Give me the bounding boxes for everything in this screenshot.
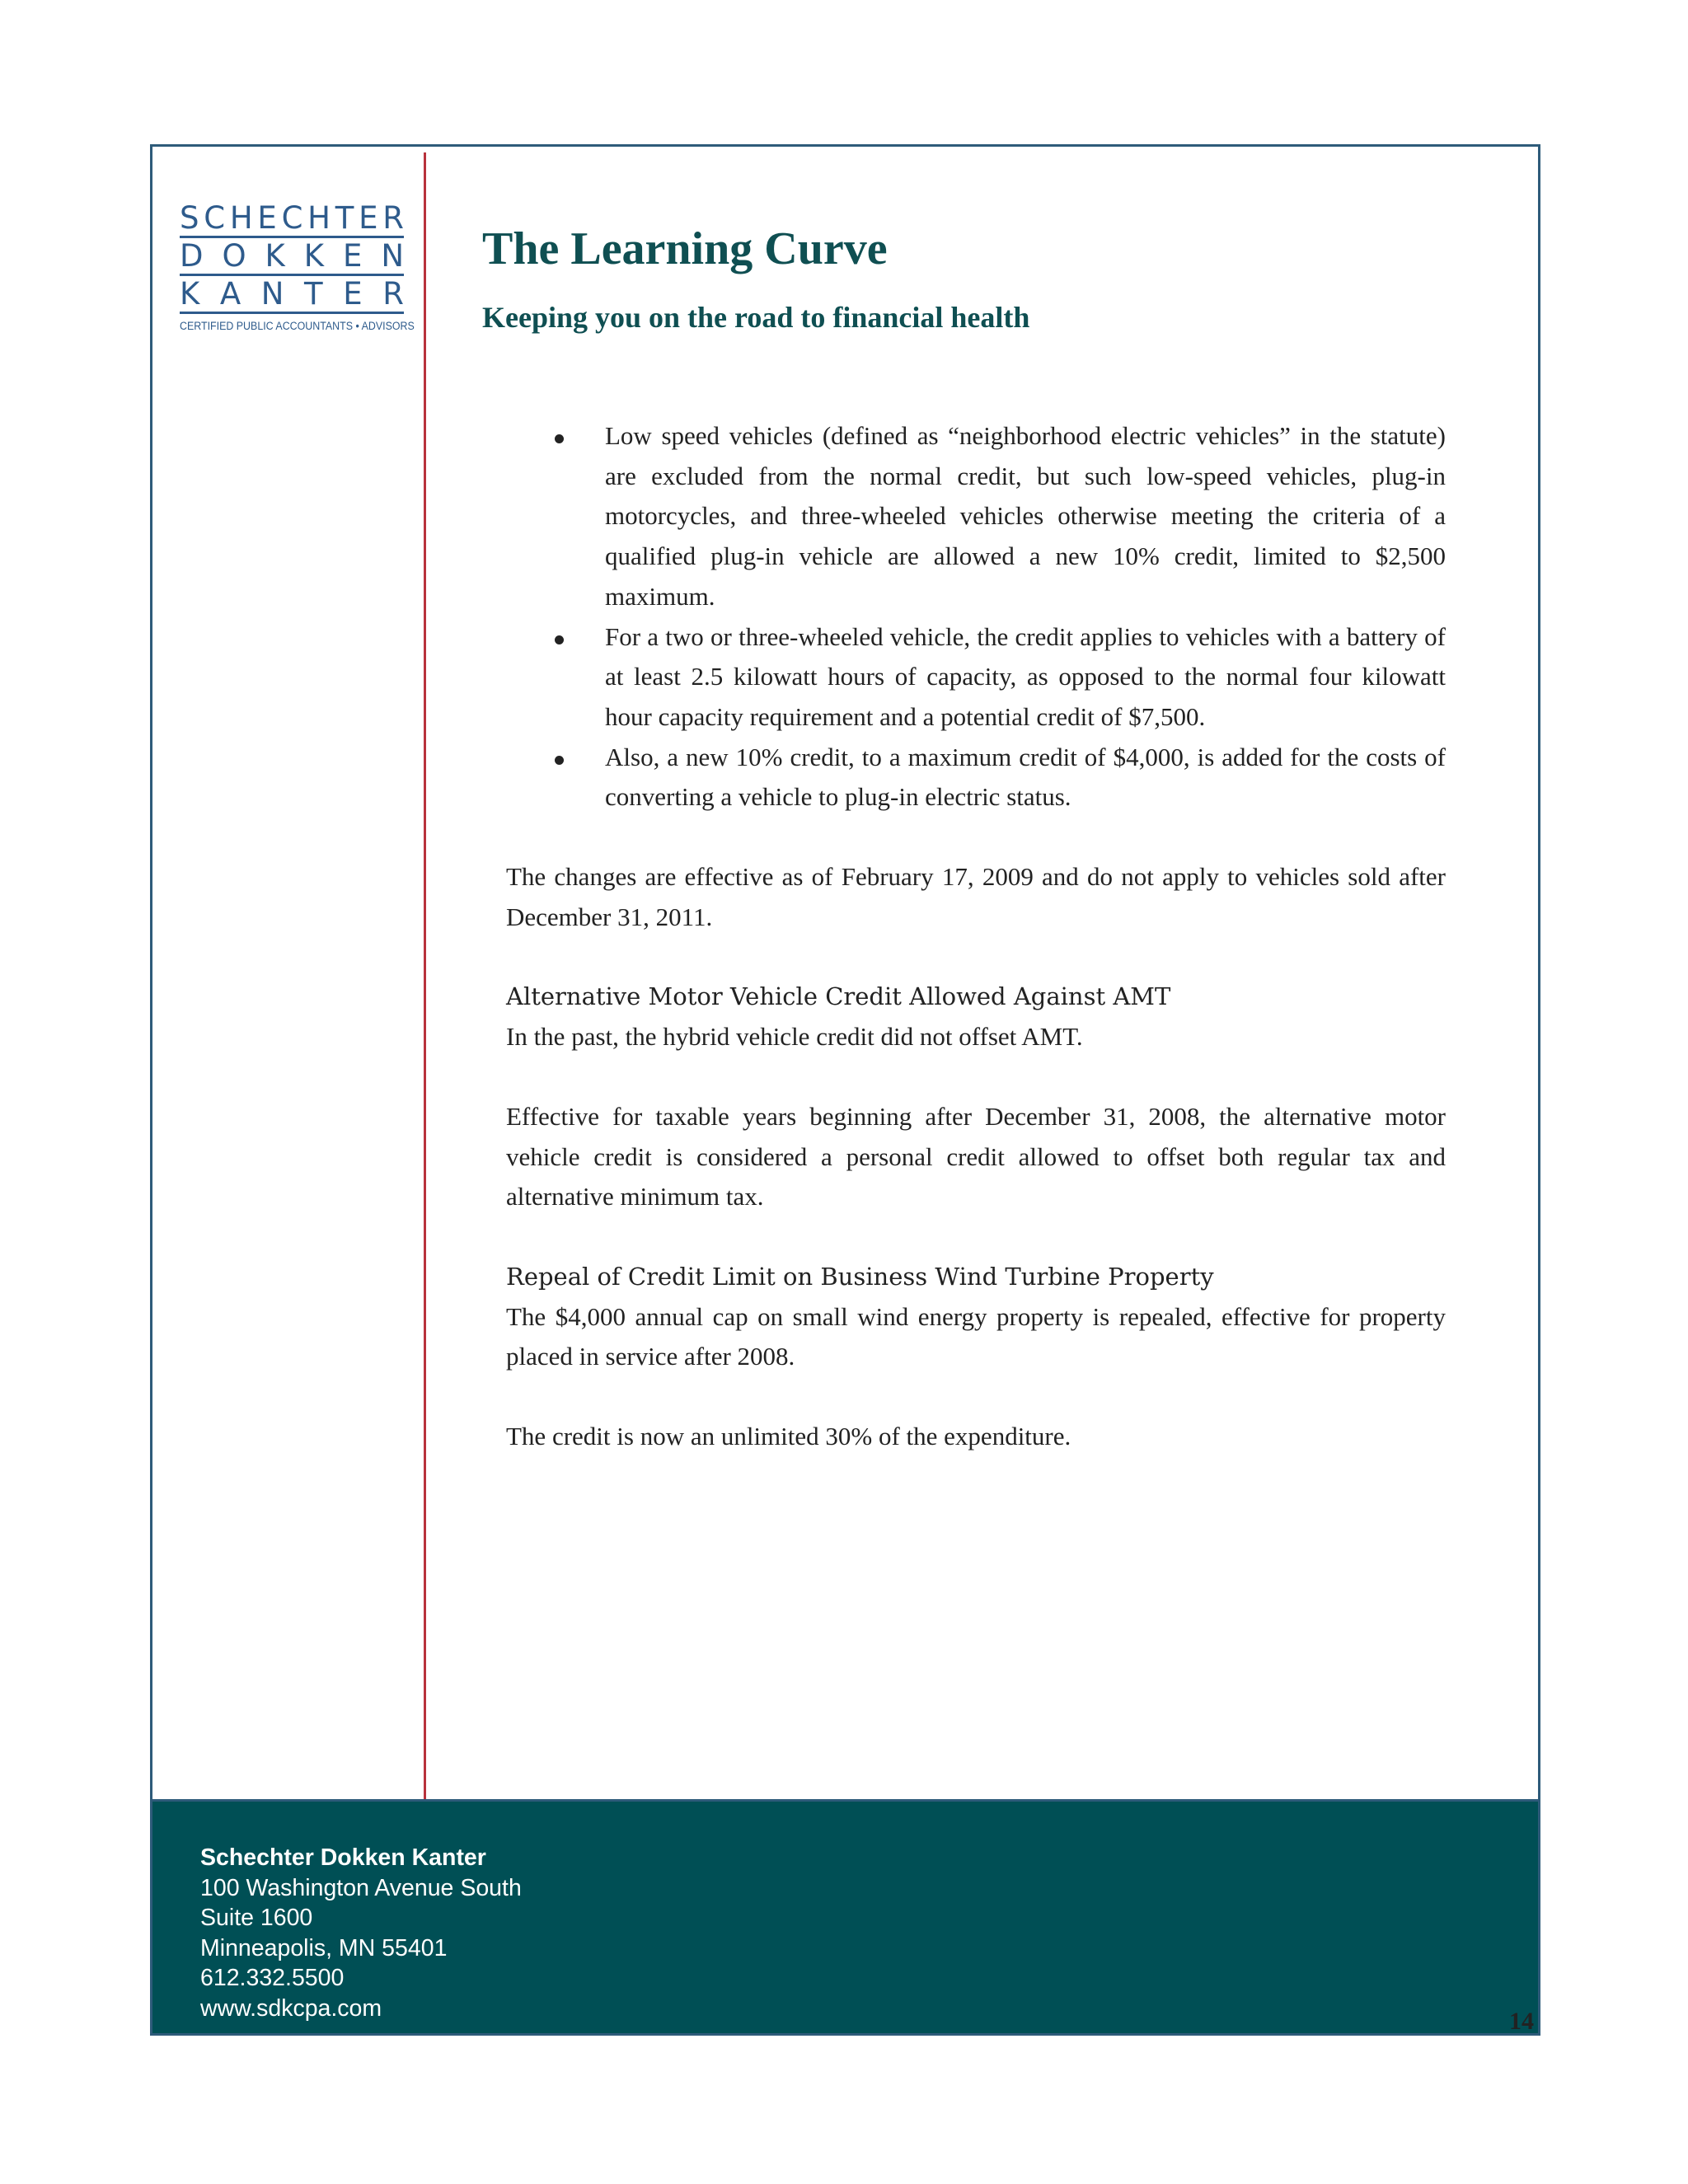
list-item [506, 738, 1446, 818]
logo-letter: H [229, 200, 253, 236]
logo-line-1 [180, 202, 404, 235]
logo-letter: N [381, 238, 404, 274]
spacer [506, 1217, 1446, 1257]
logo-tagline: CERTIFIED PUBLIC ACCOUNTANTS • ADVISORS [180, 320, 415, 332]
footer [150, 1799, 1540, 2036]
logo-letter: S [180, 200, 199, 236]
list-item [506, 416, 1446, 617]
logo-line-3 [180, 278, 404, 311]
page-number: 14 [1509, 2008, 1534, 2035]
logo-letter: E [359, 200, 378, 236]
bullet-list [506, 416, 1446, 818]
list-item [506, 617, 1446, 738]
footer-phone: 612.332.5500 [200, 1965, 345, 1991]
footer-address-block [200, 1843, 522, 2023]
effective-paragraph: The changes are effective as of February 17, 2009 and do not apply to vehicles sold after December 31, 2011. [506, 862, 1446, 931]
wind-heading: Repeal of Credit Limit on Business Wind Turbine Property [506, 1262, 1214, 1291]
logo-rule [180, 236, 404, 238]
wind-paragraph-1: The $4,000 annual cap on small wind energy property is repealed, effective for property placed in service after 2008. [506, 1301, 1446, 1371]
logo-rule [180, 274, 404, 276]
spacer [506, 937, 1446, 977]
logo-letter: K [180, 276, 200, 312]
logo-letter: O [222, 238, 246, 274]
logo-letter: T [304, 276, 323, 312]
logo-letter: C [204, 200, 226, 236]
logo-letter: E [257, 200, 277, 236]
logo-letter: T [335, 200, 354, 236]
footer-company-name: Schechter Dokken Kanter [200, 1844, 486, 1871]
footer-address-line-1: 100 Washington Avenue South [200, 1874, 522, 1901]
logo-letter: E [343, 276, 363, 312]
logo-letter: A [219, 276, 241, 312]
logo-letter: K [265, 238, 285, 274]
bullet-text: Also, a new 10% credit, to a maximum credit of $4,000, is added for the costs of converting a vehicle to plug-in electric status. [605, 742, 1446, 812]
spacer [506, 818, 1446, 857]
page-subtitle: Keeping you on the road to financial health [482, 301, 1030, 334]
logo-rule [180, 312, 404, 314]
bullet-icon [555, 635, 564, 644]
amt-heading: Alternative Motor Vehicle Credit Allowed Against AMT [506, 982, 1171, 1011]
wind-paragraph-2: The credit is now an unlimited 30% of the expenditure. [506, 1422, 1071, 1451]
logo-letter: D [180, 238, 204, 274]
logo-letter: R [382, 200, 404, 236]
footer-website-link[interactable]: www.sdkcpa.com [200, 1994, 382, 2022]
vertical-divider [424, 152, 426, 1799]
footer-address-line-2: Suite 1600 [200, 1905, 313, 1931]
bullet-text: Low speed vehicles (defined as “neighborhood electric vehicles” in the statute) are excluded from the normal credit, but such low-speed vehicles, plug-in motorcycles, and three-wheeled vehicles otherwise meeting the criteria of a qualified plug-in vehicle are allowed a new 10% credit, limited to $2,500 maximum. [605, 421, 1446, 611]
spacer [506, 1377, 1446, 1417]
logo-letter: N [260, 276, 284, 312]
amt-paragraph-1: In the past, the hybrid vehicle credit did not offset AMT. [506, 1022, 1083, 1052]
footer-city: Minneapolis, MN 55401 [200, 1934, 448, 1961]
logo-letter: H [307, 200, 331, 236]
bullet-text: For a two or three-wheeled vehicle, the credit applies to vehicles with a battery of at least 2.5 kilowatt hours of capacity, as opposed to the normal four kilowatt hour capacity requirement and a potential credit of $7,500. [605, 621, 1446, 731]
logo-letter: K [303, 238, 325, 274]
bullet-icon [555, 756, 564, 765]
logo-letter: C [281, 200, 303, 236]
logo-letter: E [342, 238, 363, 274]
main-content [506, 416, 1446, 1457]
page-title: The Learning Curve [482, 223, 888, 274]
amt-paragraph-2: Effective for taxable years beginning after December 31, 2008, the alternative motor vehicle credit is considered a personal credit allowed to offset both regular tax and alternative minimum tax. [506, 1101, 1446, 1212]
bullet-icon [555, 434, 564, 443]
company-logo [180, 200, 415, 334]
spacer [506, 1057, 1446, 1097]
logo-line-2 [180, 240, 404, 273]
logo-letter: R [382, 276, 404, 312]
